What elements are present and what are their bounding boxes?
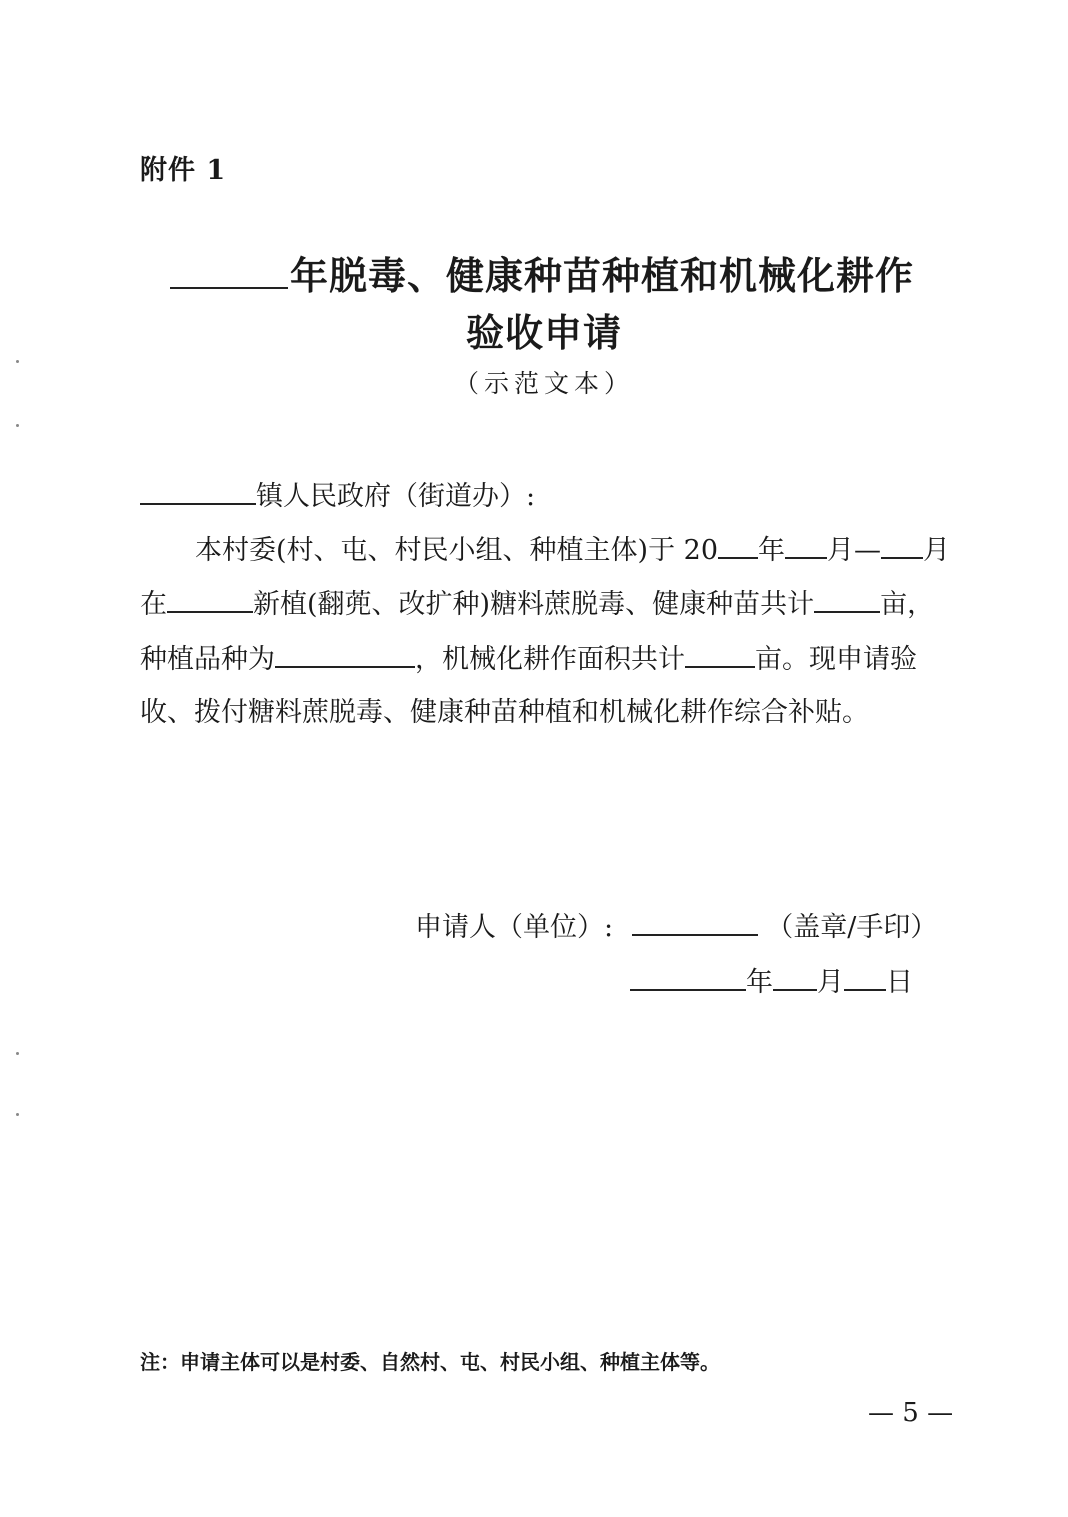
applicant-line [415, 905, 937, 944]
area-blank [814, 585, 880, 613]
variety-blank [275, 640, 415, 668]
paragraph-line-2 [140, 582, 934, 621]
para3-text: ，机械化耕作面积共计 [415, 644, 685, 675]
para1-month2-label: 月 [923, 535, 951, 566]
para3-variety-label: 种植品种为 [140, 644, 275, 675]
footnote: 注：申请主体可以是村委、自然村、屯、村民小组、种植主体等。 [140, 1350, 720, 1374]
town-blank [140, 477, 256, 505]
document-title-line1 [170, 245, 914, 300]
scan-speck [16, 1052, 19, 1055]
scan-speck [16, 1113, 19, 1116]
paragraph-line-3 [140, 637, 917, 676]
para1-year-label: 年 [758, 535, 786, 566]
attachment-label: 附件 1 [140, 155, 227, 186]
applicant-blank [632, 908, 758, 936]
year-blank-small [718, 531, 758, 559]
para2-unit: 亩， [880, 589, 935, 620]
mechanized-area-blank [685, 640, 755, 668]
addressee-line [140, 474, 535, 513]
page-number: — 5 — [868, 1398, 954, 1428]
month-end-blank [881, 531, 923, 559]
seal-note: （盖章/手印） [766, 912, 938, 943]
scan-speck [16, 424, 19, 427]
date-line [630, 960, 913, 999]
para2-text: 新植(翻蔸、改扩种)糖料蔗脱毒、健康种苗共计 [253, 589, 815, 620]
year-blank [170, 251, 288, 289]
date-day-label: 日 [886, 967, 913, 998]
para3-tail: 亩。现申请验 [755, 644, 917, 675]
title-text: 年脱毒、健康种苗种植和机械化耕作 [290, 253, 915, 298]
document-subtitle: （示范文本） [453, 369, 634, 398]
date-month-label: 月 [817, 967, 844, 998]
date-month-blank [773, 963, 817, 991]
paragraph-line-4: 收、拨付糖料蔗脱毒、健康种苗种植和机械化耕作综合补贴。 [140, 697, 869, 728]
applicant-label: 申请人（单位）: [415, 912, 614, 943]
date-year-blank [630, 963, 746, 991]
document-title-line2: 验收申请 [465, 310, 622, 355]
location-blank [167, 585, 253, 613]
paragraph-line-1 [195, 528, 950, 567]
para1-text: 本村委(村、屯、村民小组、种植主体)于 20 [195, 535, 719, 566]
addressee-text: 镇人民政府（街道办）: [256, 481, 536, 512]
date-day-blank [844, 963, 886, 991]
date-year-label: 年 [746, 967, 773, 998]
para1-month1-label: 月— [827, 535, 882, 566]
para2-location-label: 在 [140, 589, 167, 620]
month-start-blank [785, 531, 827, 559]
scan-speck [16, 360, 19, 363]
